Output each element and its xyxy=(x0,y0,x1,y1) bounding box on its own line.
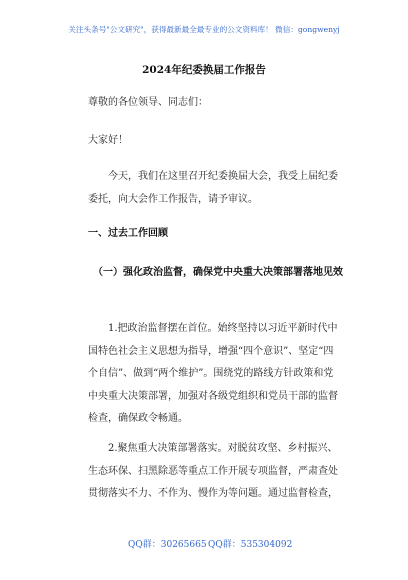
document-title: 2024年纪委换届工作报告 xyxy=(142,64,266,76)
qq-group-link-2: QQ群：535304092 xyxy=(208,540,293,550)
section-heading: 一、过去工作回顾 xyxy=(88,228,168,239)
paragraph-item-2: 2.聚焦重大决策部署落实。对脱贫攻坚、乡村振兴、生态环保、扫黑除恶等重点工作开展专项监督，严肃查处贯彻落实不力、不作为、慢作为等问题。通过监督检查， xyxy=(88,443,338,499)
subsection-heading: （一）强化政治监督，确保党中央重大决策部署落地见效 xyxy=(93,267,343,278)
qq-group-link-1: QQ群：30265665 xyxy=(128,540,207,550)
greeting: 大家好！ xyxy=(88,135,128,146)
paragraph-item-1: 1.把政治监督摆在首位。始终坚持以习近平新时代中国特色社会主义思想为指导，增强“四个意识”、坚定“四个自信”、做到“两个维护”。围绕党的路线方针政策和党中央重大决策部署，加强对各级党组织和党员干部的监督检查，确保政令畅通。 xyxy=(88,323,338,424)
salutation: 尊敬的各位领导、同志们： xyxy=(88,97,208,108)
promo-banner: 关注头条号"公文研究"，获得最新最全最专业的公文资料库！ 微信：gongwenyj xyxy=(68,25,340,34)
intro-paragraph: 今天，我们在这里召开纪委换届大会，我受上届纪委委托，向大会作工作报告，请予审议。 xyxy=(88,171,338,205)
